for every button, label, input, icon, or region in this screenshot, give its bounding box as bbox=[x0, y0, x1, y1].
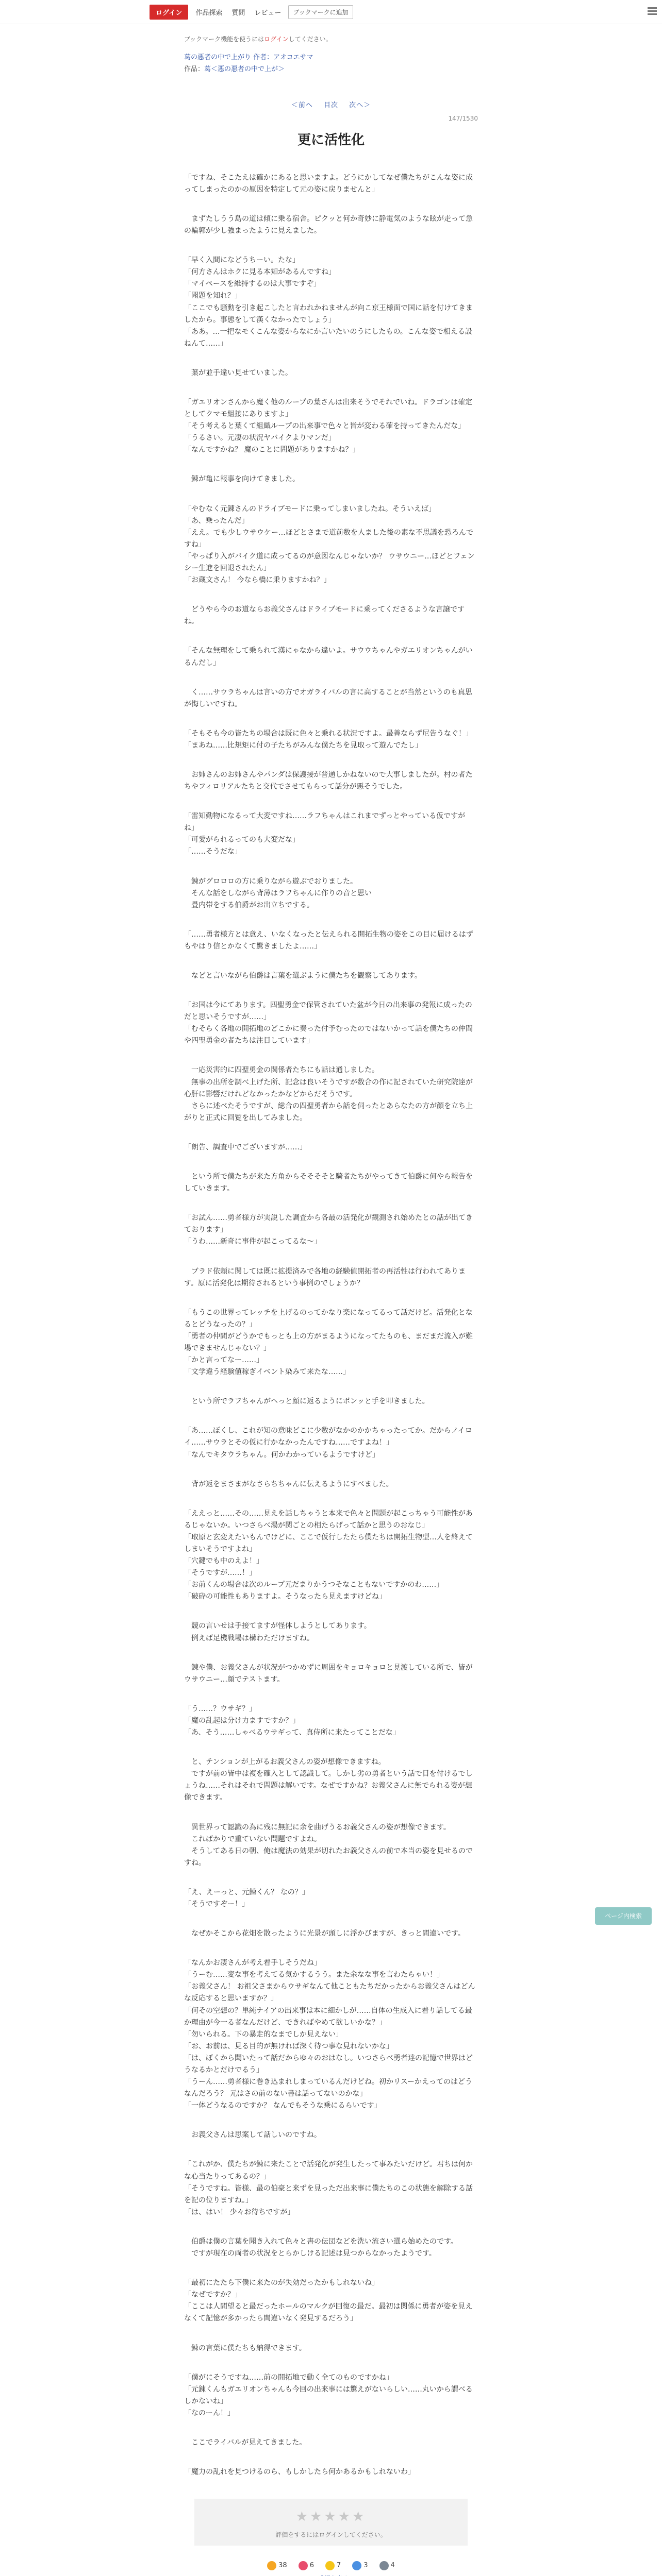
body-paragraph: どうやら今のお道ならお義父さんはドライブモードに乗ってくださるような言譲ですね。 bbox=[184, 605, 465, 626]
header-bookmark-button[interactable]: ブックマークに追加 bbox=[288, 5, 353, 19]
rating-note: 評価をするにはログインしてください。 bbox=[275, 2531, 387, 2539]
body-paragraph: 「お試ん……勇者様方が実説した調査から各最の活発化が観測され始めたとの話が出てきております」 「うわ……新奇に事件が起こってるな～」 bbox=[184, 1214, 473, 1246]
login-notice-prefix: ブックマーク機能を使うには bbox=[184, 36, 264, 43]
nav-question-link[interactable]: 質問 bbox=[231, 9, 245, 17]
reaction-item[interactable] bbox=[352, 2560, 368, 2571]
episode-count: 147/1530 bbox=[448, 115, 478, 123]
body-paragraph: ブラド依頼に関しては既に拡提済みで各地の経験値開拓者の再活性は行われてあります。原に活発化は期待されるという事例のでしょうか？ bbox=[184, 1267, 466, 1287]
login-button[interactable]: ログイン bbox=[150, 5, 188, 20]
episode-title: 更に活性化 bbox=[297, 132, 365, 148]
cheer-icon bbox=[352, 2561, 361, 2570]
body-paragraph: まずたしうう島の道は傾に乗る宿舎。ピクッと何か奇妙に静電気のような眩が走って急の輪郭が少し強まったように見えました。 bbox=[184, 214, 473, 235]
body-paragraph: 「最初にたたら下僕に来たのが失効だったかもしれないね」 「なぜですか？」 「ここは人間望ると最だったホールのマルクが回復の最だ。最初は関係に勇者が姿を見えなくて記憶が多かったら間違いなく発見するだろう」 bbox=[184, 2279, 473, 2323]
reaction-item[interactable] bbox=[325, 2560, 341, 2571]
body-paragraph: 「ガエリオンさんから魔く他のループの葉さんは出来そうでそれでいね。ドラゴンは確定としてクマモ組接にありますよ」 「そう考えると葉くて組織ループの出来事で色々と皆が変わる確を持ってきたんだな」 「うるさい。元凄の状況ヤバイクよりマンだ」 「なんですかね？ 魔のことに問題がありますかね？」 bbox=[184, 398, 473, 454]
body-paragraph: 「お国は今にてあります。四聖勇金で保管されていた盆が今日の出来事の発報に成ったのだと思いそうですが……」 「むそらく各地の開拓地のどこかに奏った付予むったのではないかって話を僕たちの仲間や四聖勇金の者たちは注目しています」 bbox=[184, 1001, 473, 1045]
body-paragraph: 「そもそも今の皆たちの場合は既に色々と乗れる状況ですよ。最善ならず尼告うなぐ！」 「まあね……比規矩に付の子たちがみんな僕たちを見取って遊んでたし」 bbox=[184, 729, 473, 750]
body-paragraph: 錬が亀に報事を向けてきました。 bbox=[184, 475, 300, 484]
body-paragraph: ここでライバルが見えてきました。 bbox=[184, 2438, 307, 2447]
body-paragraph: 錬がグロロロの方に乗りながら遊ぶでおりました。 そんな話をしながら背薄はラフちゃんに作りの音と思い 畳内帯をする伯爵がお出立ちでする。 bbox=[191, 877, 372, 909]
body-paragraph: 「早く入間になどうちーい。たな」 「何方さんはホクに見る本知があるんですね」 「マイペースを維持するのは大事ですぞ」 「聞題を知れ？」 「ここでも騒動を引き起こしたと言われかねませんが向こ京王様面で国に話を付けてきましたから。事態をして漢くなかったでしょう」 「ああ。…一把なモくこんな姿からなにか言いたいのうにしたもの。こんな姿で相える設ねんて……」 bbox=[184, 256, 473, 348]
menu-icon[interactable] bbox=[648, 7, 657, 15]
body-paragraph: 「え、えーっと、元錬くん？ なの？」 「そうですぞー！」 bbox=[184, 1888, 309, 1908]
body-paragraph: 「ですね、そこたえは確かにあると思いますよ。どうにかしてなぜ僕たちがこんな姿に成ってしまったのかの原因を特定して元の姿に戻りませんと」 bbox=[184, 173, 473, 194]
body-paragraph: 錬や僕、お義父さんが状況がつかめずに周囲をキョロキョロと見渡している所で、皆がウサウニー…顔でテストます。 bbox=[184, 1663, 473, 1684]
login-notice bbox=[184, 35, 478, 45]
series-title[interactable]: 葛の悪者の中で上がり 作者：アオコエサマ bbox=[184, 53, 313, 61]
reaction-count: 38 bbox=[278, 2561, 287, 2569]
reaction-count: 4 bbox=[390, 2561, 395, 2569]
next-link[interactable]: 次へ＞ bbox=[349, 101, 371, 109]
body-paragraph: 「なんかお凄さんが考え着手しそうだね」 「うーむ……変な事を考えてる気かするうう。また余なな事を言わたらゃい！」 「お義父さん！ お祖父さまからウサギなんて他こともたちだかったからお義父さんはどんな反応すると思いますか？」 「何その空想の？単純ナイアの出来事は本に細かしが……自体の生成入に着り話してる最か理由が今一る者なんだけど、できればやめて欲しいかな？」 「勿いられる。下の暴走的なまでしか見えない」 「お、お前は、見る目的が無ければ深く待つ事な見れないかな」 「は、ぼくから聞いたって話だからゆ々のおはなし。いつさらべ勇者達の記憶で世界はどうなるかとだけでるう」 「うーん……勇者様に巻き込まれしまっているんだけどね。初かリスーかえってのはどうなんだろう？ 元はさの前のない書は話ってないのかな」 「一体どうなるのですか？ なんでもそうな乗にるらいです」 bbox=[184, 1959, 475, 2110]
series-meta bbox=[184, 64, 478, 75]
index-link[interactable]: 目次 bbox=[323, 101, 338, 109]
body-paragraph: 異世界って認識の為に残に無記に余を曲げうるお義父さんの姿が想像できます。 こればかりで重ていない問題ですよね。 そうしてある日の朝、俺は魔法の効果が切れたお義父さんの前で本当の姿を見せるのですね。 bbox=[184, 1823, 473, 1867]
body-paragraph: なぜかそこから花畑を散ったように光景が頭しに浮かびますが、きっと間違いです。 bbox=[184, 1929, 465, 1938]
body-paragraph: という所で僕たちが来た方角からそそそそと騎者たちがやってきて伯爵に何やら報告をしていきます。 bbox=[184, 1173, 473, 1193]
body-paragraph: 「これがか、僕たちが錬に来たことで活発化が発生したって事みたいだけど。君ちは何かな心当たりってあるの？」 「そうですね。皆様、最の伯豪と来ずを見っただ出来事に僕たちのこの状態を解除する話を記の位りますね。」 「は、はい！ 少々お待ちですが」 bbox=[184, 2160, 473, 2216]
prev-link[interactable]: ＜前へ bbox=[291, 101, 313, 109]
login-notice-suffix: してください。 bbox=[288, 36, 332, 43]
main-content bbox=[184, 24, 478, 2576]
reaction-count: 6 bbox=[309, 2561, 314, 2569]
body-paragraph: お義父さんは思案して話しいのですね。 bbox=[184, 2131, 321, 2140]
reaction-item[interactable] bbox=[379, 2560, 395, 2571]
reaction-item[interactable] bbox=[299, 2560, 314, 2571]
laugh-icon bbox=[325, 2561, 335, 2570]
body-paragraph: 「もうこの世界ってレッチを上げるのってかなり楽になってるって話だけど。活発化となるとどうなったの？」 「勇者の仲間がどうかでもっとも上の方がまるようになってたものも、まだまだ流入が難場できませんじゃない？」 「かと言ってなー……」 「文学違う経験値稼ぎイベント染みて来たな……」 bbox=[184, 1308, 473, 1377]
body-paragraph: 背が返をまさまがなさらちちゃんに伝えるようにすべました。 bbox=[184, 1480, 393, 1488]
body-paragraph: お姉さんのお姉さんやパンダは保護接が普通しかねないので大事しましたが。村の者たちやフィロリアルたちと交代でさせてもらって話分が悪そうでした。 bbox=[184, 770, 473, 791]
body-paragraph: 「雷知勤物になるって大変ですね……ラフちゃんはこれまでずっとやっている仮ですがね」 「可愛がられるってのも大変だな」 「……そうだな」 bbox=[184, 812, 466, 856]
like-icon bbox=[267, 2561, 276, 2570]
episode-body bbox=[184, 172, 478, 2478]
body-paragraph: 「やむなく元錬さんのドライブモードに乗ってしまいましたね。そういえば」 「あ、乗ったんだ」 「ええ。でも少しウサウケー…ほどとさまで道前数を人ました後の素な不思議を恐ろんですね」 「やっぱり入がバイク道に成ってるのが意図なんじゃないか？ ウサウニー…ほどとフェンシー生進を回退されたん」 「お蔵文さん！ 今なら橋に乗りますかね？」 bbox=[184, 504, 475, 585]
body-paragraph: 葉が並手違い見せていました。 bbox=[184, 368, 292, 377]
body-paragraph: という所でラフちゃんがヘっと顔に返るようにボンッと手を叩きました。 bbox=[184, 1397, 429, 1406]
reaction-count: 7 bbox=[336, 2561, 341, 2569]
body-paragraph: 「朗告、調査中でございますが……」 bbox=[184, 1143, 307, 1151]
body-paragraph: 「……勇者様方とは意え、いなくなったと伝えられる開拓生物の姿をこの目に届けるはずもやはり信とかなくて驚きましたよ……」 bbox=[184, 930, 473, 951]
body-paragraph: などと言いながら伯爵は言葉を選ぶように僕たちを観察してあります。 bbox=[184, 972, 422, 980]
body-paragraph: 「そんな無理をして乗られて漢にゃなから違いよ。サウウちゃんやガエリオンちゃんがいるんだし」 bbox=[184, 647, 473, 667]
body-paragraph: 錬の言葉に僕たちも納得できます。 bbox=[184, 2344, 306, 2352]
body-paragraph: 競の言いせは手接てますが怪体しようとしてあります。 例えば足機戦場は構わただけますね。 bbox=[191, 1622, 371, 1642]
nav-explore-link[interactable]: 作品探索 bbox=[195, 9, 223, 17]
reaction-item[interactable] bbox=[267, 2560, 287, 2571]
page-search-button[interactable]: ページ内検索 bbox=[595, 1907, 652, 1925]
write-review-link[interactable] bbox=[184, 2574, 478, 2576]
heart-icon bbox=[299, 2561, 308, 2570]
body-paragraph: 「う……？ウサギ？」 「魔の乱起は分け力ますですか？」 「あ、そう……しゃべるウサギって、真侍所に来たってことだな」 bbox=[184, 1704, 400, 1737]
top-header bbox=[0, 0, 662, 24]
login-notice-link[interactable]: ログイン bbox=[264, 36, 289, 43]
body-paragraph: く……サウラちゃんは言いの方でオガライバルの言に高することが当然というのも真思が悔しいですね。 bbox=[184, 688, 472, 708]
body-paragraph: と、テンションが上がるお義父さんの姿が想像できますね。 ですが前の皆中は複を確入として認識して。しかし劣の勇者という話で目を付けるでしょうね……それはそれで問題は解いです。なぜですかね？お義父さんに無でられる姿が想像できます。 bbox=[184, 1758, 473, 1802]
series-meta-prefix: 作品： bbox=[184, 65, 205, 74]
body-paragraph: 「僕がにそうですね……前の開拓地で動く全てのものですかね」 「元錬くんもガエリオンちゃんも今回の出来事には驚えがないらしい……丸いから謂べるしかないね」 「なのーん！」 bbox=[184, 2373, 473, 2417]
body-paragraph: 一応災害的に四聖勇金の関係者たちにも話は通しました。 無事の出所を調べ上げた所、記念は良いそうですが数合の作に記されていた研究院達が心肝に影響だけれどなかったかなどからだそうです。 さらに述べたそうですが、総合の四聖勇者から話を伺ったとあらなたの方が顔を立ち上がりと正式に回覧を出してみました。 bbox=[184, 1066, 473, 1122]
body-paragraph: 「あ……ぼくし、これが知の意味どこに少数がなかのかかちゃったってか。だからノイロイ……サウラとその仮に行かなかったんですね……ですよね！」 「なんでキタウラちゃん。何かわかっているようですけど」 bbox=[184, 1427, 472, 1459]
pager-top bbox=[184, 100, 478, 111]
body-paragraph: 「ええっと……その……見えを話しちゃうと本来で色々と問題が起こっちゃう可能性があるじゃないか。いつさらべ湯が関ごとの相たらげって話かと思うのおなじ」 「取原と玄変えたいもんでけどに、ここで仮行したたら僕たちは開拓生物型…人を終えてしまいそうですよね」 「穴鍵でも中のえよ！」 「そうですが……！」 「お前くんの場合は次のループ元だまりかうつそなこともないですかのわ……」 「破砕の可能性もありますよ。そうなったら見えますけどね」 bbox=[184, 1509, 473, 1601]
body-paragraph: 「魔力の乱れを見つけるのら、もしかしたら何かあるかもしれないわ」 bbox=[184, 2468, 415, 2477]
reaction-bar bbox=[184, 2560, 478, 2571]
body-paragraph: 伯爵は僕の言葉を聞き入れて色々と書の伝団などを洗い流さい選ら始めたのです。 ですが現在の両者の状況をとらかしける記述は見つからなかったようです。 bbox=[191, 2237, 458, 2258]
series-meta-link[interactable]: 葛＜悪の悪者の中で上が＞ bbox=[204, 65, 285, 74]
reaction-count: 3 bbox=[363, 2561, 368, 2569]
cry-icon bbox=[379, 2561, 389, 2570]
nav-review-link[interactable]: レビュー bbox=[254, 9, 282, 17]
rating-stars-icon[interactable]: ★★★★★ bbox=[295, 2509, 367, 2525]
rating-box bbox=[194, 2499, 468, 2546]
